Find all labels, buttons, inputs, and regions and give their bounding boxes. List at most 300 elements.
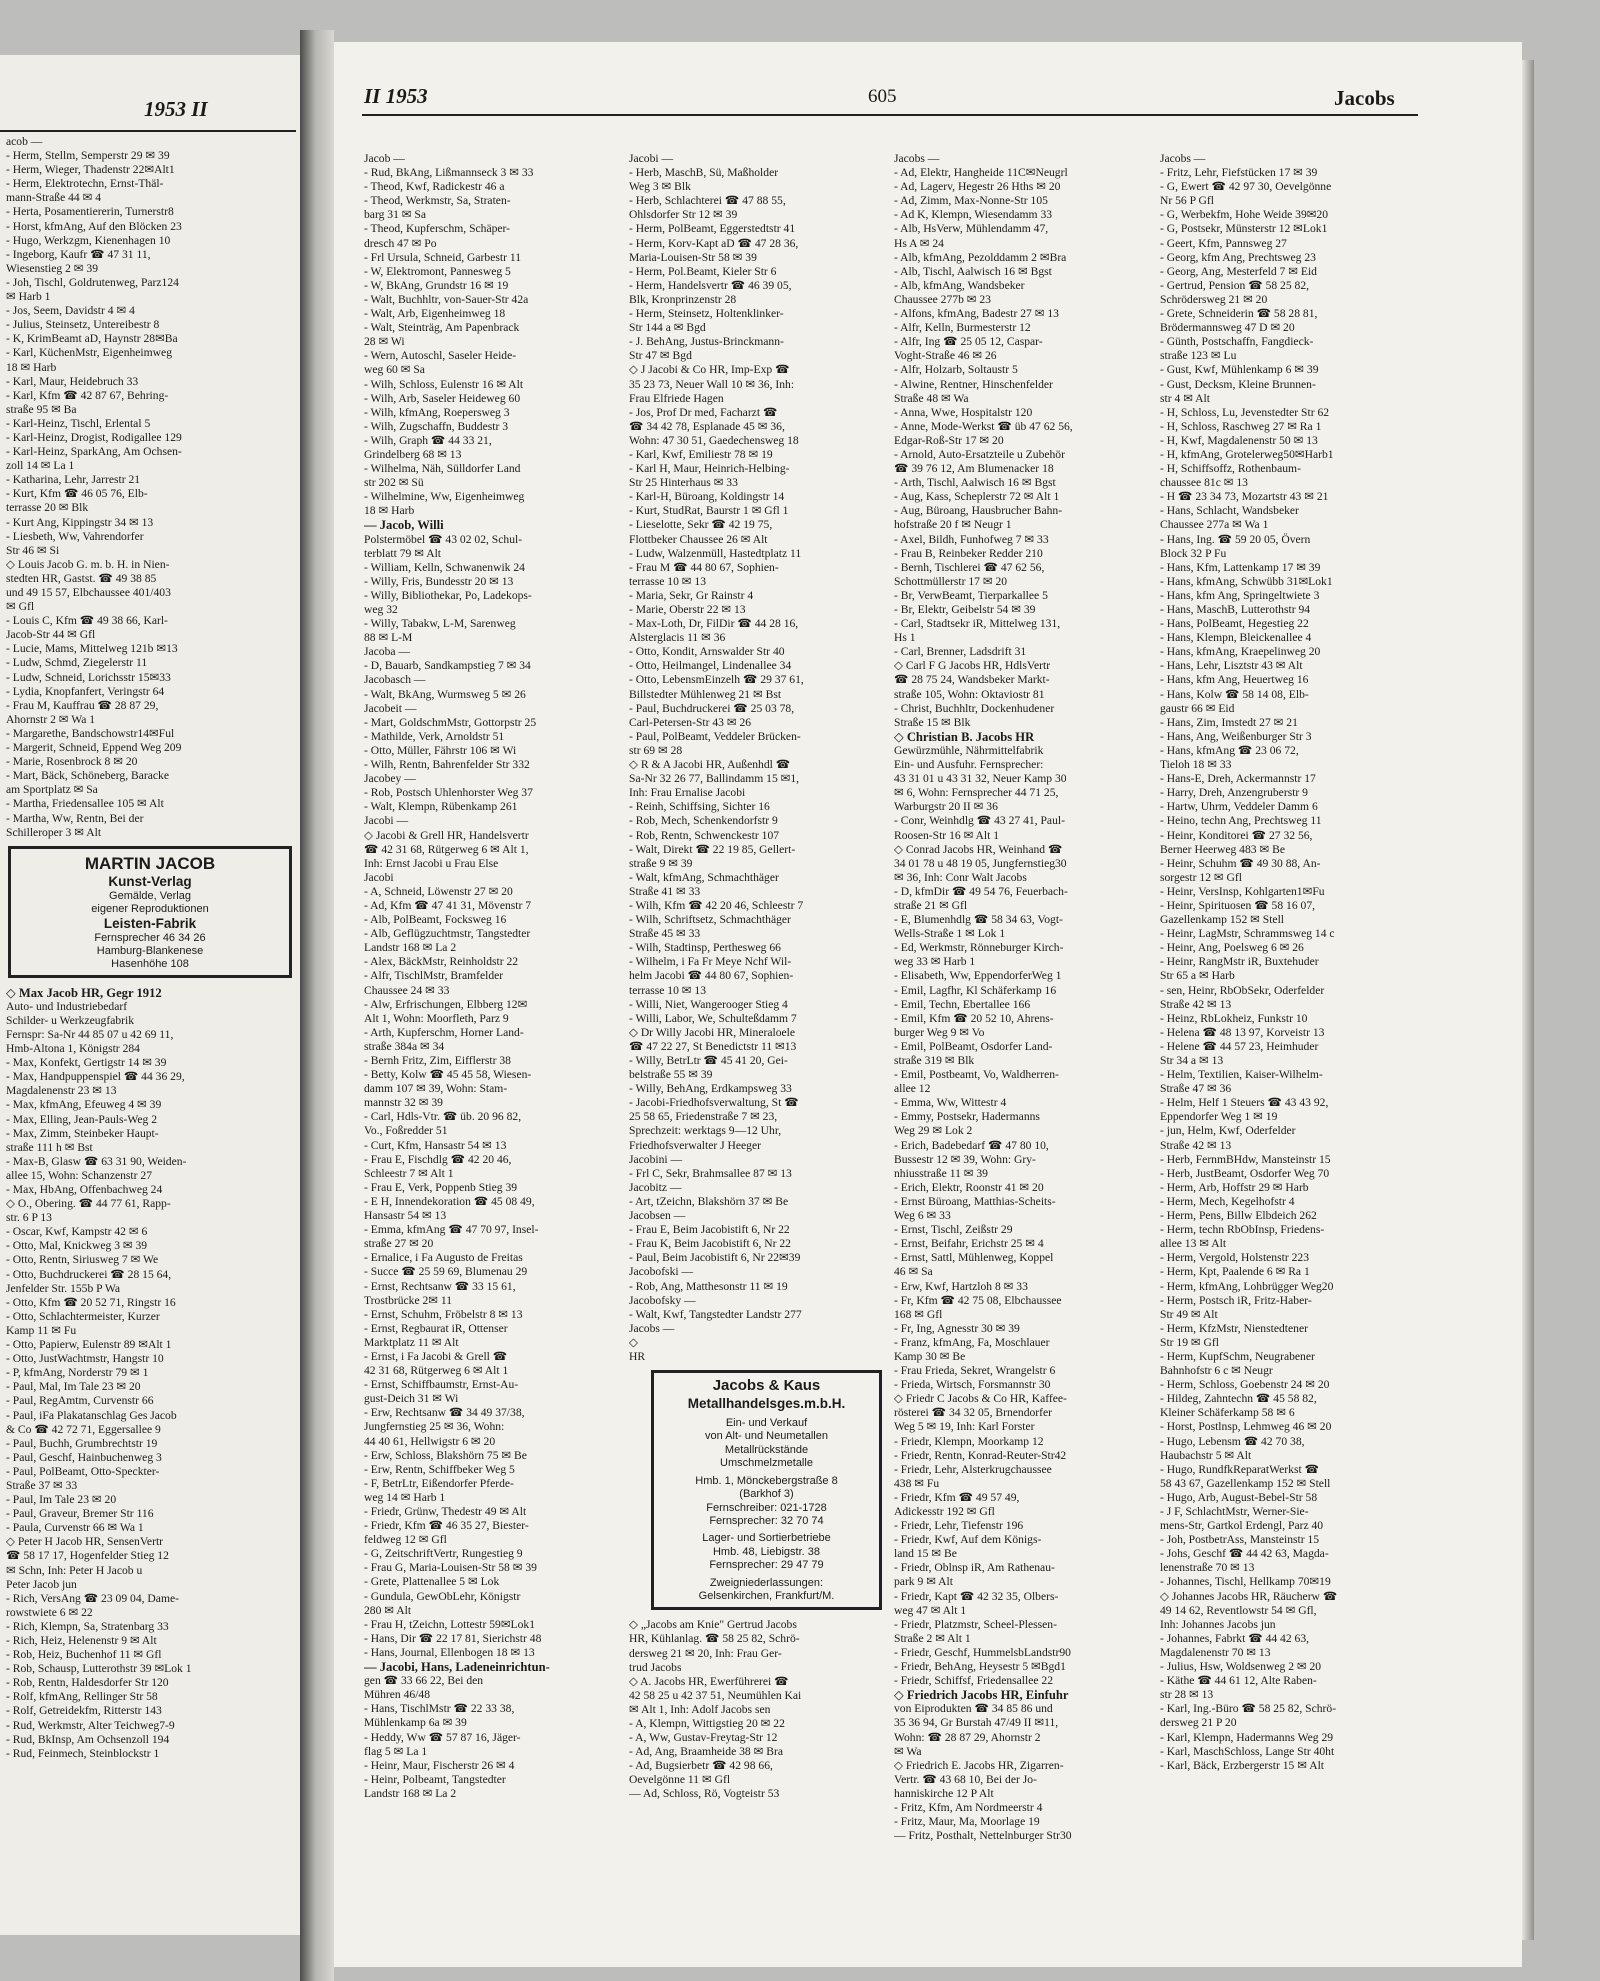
directory-entry-line: - Reinh, Schiffsing, Sichter 16	[629, 800, 770, 814]
directory-entry-line: Nr 56 P Gfl	[1160, 194, 1214, 208]
directory-entry-line: - Lucie, Mams, Mittelweg 121b ✉13	[6, 642, 178, 656]
directory-entry-line: - Ernst, i Fa Jacobi & Grell ☎	[364, 1349, 508, 1363]
ad-line: Umschmelzmetalle	[720, 1457, 813, 1470]
book-gutter	[300, 30, 334, 1981]
directory-entry-line: - Walt, Buchhltr, von-Sauer-Str 42a	[364, 292, 529, 306]
directory-entry-line: - Conr, Weinhdlg ☎ 43 27 41, Paul-	[894, 814, 1065, 828]
directory-entry-line: - G, Postsekr, Münsterstr 12 ✉Lok1	[1160, 222, 1328, 236]
directory-entry-line: - Friedr, Lehr, Tiefenstr 196	[894, 1519, 1024, 1533]
directory-entry-line: - Gertrud, Pension ☎ 58 25 82,	[1160, 278, 1310, 292]
directory-entry-line: - Walt, Steinträg, Am Papenbrack	[364, 321, 520, 335]
directory-entry-line: - Hans, kfm Ang, Springeltwiete 3	[1160, 588, 1320, 602]
ad-line: Hmb. 48, Liebigstr. 38	[712, 1545, 820, 1558]
directory-entry-line: rowstwiete 6 ✉ 22	[6, 1605, 93, 1619]
directory-entry-line: - Alex, BäckMstr, Reinholdstr 22	[364, 955, 519, 969]
directory-column-4	[1160, 152, 1420, 1773]
directory-entry-line: - Ernst, Tischl, Zeißstr 29	[894, 1223, 1013, 1237]
directory-entry-line: - Friedr, Geschf, HummelsbLandstr90	[894, 1645, 1071, 1659]
directory-entry-line: - Heinr, Schuhm ☎ 49 30 88, An-	[1160, 856, 1321, 870]
directory-entry-line: - Max, Handpuppenspiel ☎ 44 36 29,	[6, 1070, 185, 1084]
directory-entry-line: - Walt, Klempn, Rübenkamp 261	[364, 800, 518, 814]
directory-entry-line: 35 36 94, Gr Burstah 47/49 II ✉11,	[894, 1716, 1059, 1730]
directory-entry-line: - Rob, Rentn, Haldesdorfer Str 120	[6, 1676, 169, 1690]
directory-entry-line: - Theod, Werkmstr, Sa, Straten-	[364, 194, 511, 208]
directory-entry-line: Ohlsdorfer Str 12 ✉ 39	[629, 208, 738, 222]
directory-entry-line: ◇	[629, 1335, 638, 1349]
directory-entry-line: acob —	[6, 135, 43, 148]
directory-entry-line: - Mathilde, Verk, Arnoldstr 51	[364, 729, 505, 743]
ad-line: Lager- und Sortierbetriebe	[702, 1532, 831, 1545]
directory-entry-line: - William, Kelln, Schwanenwik 24	[364, 560, 525, 574]
directory-entry-line: - Fritz, Maur, Ma, Moorlage 19	[894, 1815, 1040, 1829]
directory-entry-line: - Ad, Zimm, Max-Nonne-Str 105	[894, 194, 1048, 208]
directory-entry-line: - Johannes, Tischl, Hellkamp 70✉19	[1160, 1575, 1331, 1589]
directory-entry-line: ✉ Alt 1, Inh: Adolf Jacobs sen	[629, 1702, 771, 1716]
directory-entry-line: - Helm, Helf 1 Steuers ☎ 43 43 92,	[1160, 1096, 1329, 1110]
directory-entry-line: - Friedr, Schiffsf, Friedensallee 22	[894, 1674, 1054, 1688]
directory-entry-line: - Joh, PostbetrAss, Mansteinstr 15	[1160, 1533, 1320, 1547]
directory-entry-line: ◇ Jacobi & Grell HR, Handelsvertr	[364, 828, 529, 842]
header-rule	[0, 130, 296, 132]
directory-entry-line: ☎ 28 75 24, Wandsbeker Markt-	[894, 673, 1050, 687]
directory-entry-line: - Herm, Mech, Kegelhofstr 4	[1160, 1194, 1295, 1208]
directory-entry-line: - Max, Zimm, Steinbeker Haupt-	[6, 1126, 159, 1140]
directory-entry-line: - Rob, Ang, Matthesonstr 11 ✉ 19	[629, 1279, 788, 1293]
directory-entry-line: - Ed, Werkmstr, Rönneburger Kirch-	[894, 941, 1064, 955]
directory-entry-line: - Friedr, BehAng, Heysestr 5 ✉Bgd1	[894, 1660, 1066, 1674]
directory-entry-line: Weg 5 ✉ 19, Inh: Karl Forster	[894, 1420, 1035, 1434]
directory-entry-line: weg 14 ✉ Harb 1	[364, 1490, 446, 1504]
directory-entry-line: str. 6 P 13	[6, 1211, 52, 1225]
directory-entry-line: - Karl, Kfm ☎ 42 87 67, Behring-	[6, 388, 169, 402]
directory-entry-line: Berner Heerweg 483 ✉ Be	[1160, 842, 1285, 856]
directory-entry-line: - Julius, Hsw, Woldsenweg 2 ✉ 20	[1160, 1660, 1322, 1674]
directory-entry-line: - Paul, Im Tale 23 ✉ 20	[6, 1493, 117, 1507]
directory-entry-line: gaustr 66 ✉ Eid	[1160, 701, 1235, 715]
directory-entry-line: Alsterglacis 11 ✉ 36	[629, 631, 726, 645]
directory-entry-line: hofstraße 20 f ✉ Neugr 1	[894, 518, 1012, 532]
directory-column-3	[894, 152, 1149, 1843]
directory-entry-line: - Heinr, LagMstr, Schrammsweg 14 c	[1160, 927, 1335, 941]
directory-entry-line: - Frau Frieda, Sekret, Wrangelstr 6	[894, 1364, 1056, 1378]
directory-entry-line: dresch 47 ✉ Po	[364, 236, 437, 250]
directory-entry-line: Jacoba —	[364, 645, 411, 659]
directory-entry-line: - Wilh, kfmAng, Roepersweg 3	[364, 405, 510, 419]
directory-entry-line: Kamp 30 ✉ Be	[894, 1349, 966, 1363]
directory-entry-line: straße 21 ✉ Gfl	[894, 898, 968, 912]
directory-entry-line: hanniskirche 12 P Alt	[894, 1786, 994, 1800]
directory-entry-line: - Helene ☎ 44 57 23, Heimhuder	[1160, 1039, 1319, 1053]
directory-entry-line: - Betty, Kolw ☎ 45 45 58, Wiesen-	[364, 1068, 532, 1082]
directory-entry-line: ◇ Conrad Jacobs HR, Weinhand ☎	[894, 842, 1063, 856]
directory-entry-line: - Friedr, Platzmstr, Scheel-Plessen-	[894, 1617, 1057, 1631]
directory-entry-line: Bussestr 12 ✉ 39, Wohn: Gry-	[894, 1152, 1036, 1166]
directory-entry-line: - Alfons, kfmAng, Badestr 27 ✉ 13	[894, 307, 1059, 321]
directory-entry-line: Magdalenenstr 23 ✉ 13	[6, 1084, 117, 1098]
directory-entry-line: Bahnhofstr 6 c ✉ Neugr	[1160, 1364, 1273, 1378]
directory-entry-line: Mühren 46/48	[364, 1688, 431, 1702]
directory-entry-line: - Frau E, Beim Jacobistift 6, Nr 22	[629, 1223, 790, 1237]
directory-entry-line: - Hans, Kolw ☎ 58 14 08, Elb-	[1160, 687, 1309, 701]
directory-entry-line: nhiusstraße 11 ✉ 39	[894, 1166, 988, 1180]
directory-entry-line: - Geert, Kfm, Pannsweg 27	[1160, 236, 1287, 250]
directory-entry-line: - Horst, Postlnsp, Lehmweg 46 ✉ 20	[1160, 1420, 1332, 1434]
directory-entry-line: - Hans, PolBeamt, Hegestieg 22	[1160, 617, 1309, 631]
directory-entry-line: - Carl, Hdls-Vtr. ☎ üb. 20 96 82,	[364, 1110, 522, 1124]
directory-entry-line: - Kurt, Kfm ☎ 46 05 76, Elb-	[6, 487, 148, 501]
directory-entry-line: - Emma, kfmAng ☎ 47 70 97, Insel-	[364, 1223, 539, 1237]
directory-entry-line: Trostbrücke 2✉ 11	[364, 1293, 453, 1307]
directory-entry-line: ✉ Schn, Inh: Peter H Jacob u	[6, 1563, 143, 1577]
directory-entry-line: Straße 41 ✉ 33	[629, 884, 701, 898]
directory-entry-line: Gazellenkamp 152 ✉ Stell	[1160, 913, 1285, 927]
directory-entry-line: Weg 29 ✉ Lok 2	[894, 1124, 973, 1138]
directory-entry-line: - Herm, Postsch iR, Fritz-Haber-	[1160, 1293, 1312, 1307]
directory-entry-line: - Alb, Geflügzuchtmstr, Tangstedter	[364, 927, 531, 941]
directory-entry-line: - Louis C, Kfm ☎ 49 38 66, Karl-	[6, 614, 168, 628]
directory-entry-line: - Ad, Bugsierbetr ☎ 42 98 66,	[629, 1759, 773, 1773]
directory-entry-line: - Herb, Schlachterei ☎ 47 88 55,	[629, 194, 786, 208]
directory-entry-line: rösterei ☎ 34 32 05, Brnendorfer	[894, 1406, 1053, 1420]
directory-entry-line: - Rich, Klempn, Sa, Stratenbarg 33	[6, 1619, 169, 1633]
directory-entry-line: ☎ 34 42 78, Esplanade 45 ✉ 36,	[629, 419, 785, 433]
directory-entry-line: 58 43 67, Gazellenkamp 152 ✉ Stell	[1160, 1476, 1331, 1490]
directory-entry-line: - Walt, BkAng, Wurmsweg 5 ✉ 26	[364, 687, 526, 701]
directory-entry-line: - H, kfmAng, Grotelerweg50✉Harb1	[1160, 447, 1334, 461]
directory-entry-line: - Emmy, Postsekr, Hadermanns	[894, 1110, 1040, 1124]
directory-entry-line: - Emma, Ww, Wittestr 4	[894, 1096, 1007, 1110]
directory-entry-line: - Wilh, Rentn, Bahrenfelder Str 332	[364, 758, 530, 772]
ad-line: Leisten-Fabrik	[103, 915, 197, 931]
directory-entry-line: - Oscar, Kwf, Kampstr 42 ✉ 6	[6, 1225, 148, 1239]
directory-entry-line: - Emil, PolBeamt, Osdorfer Land-	[894, 1039, 1053, 1053]
directory-entry-line: - Karl-Heinz, Drogist, Rodigallee 129	[6, 430, 182, 444]
directory-entry-line: - P, kfmAng, Norderstr 79 ✉ 1	[6, 1366, 149, 1380]
ad-line: Fernsprecher: 29 47 79	[709, 1559, 824, 1572]
directory-entry-line: - Rud, BkInsp, Am Ochsenzoll 194	[6, 1732, 170, 1746]
directory-entry-line: - Hartw, Uhrm, Veddeler Damm 6	[1160, 800, 1318, 814]
directory-entry-line: - Karl, Ing.-Büro ☎ 58 25 82, Schrö-	[1160, 1702, 1337, 1716]
directory-entry-line: land 15 ✉ Be	[894, 1547, 957, 1561]
directory-entry-line: 42 58 25 u 42 37 51, Neumühlen Kai	[629, 1688, 802, 1702]
directory-entry-line: - Br, Elektr, Geibelstr 54 ✉ 39	[894, 603, 1036, 616]
directory-entry-line: Sprechzeit: werktags 9—12 Uhr,	[629, 1124, 782, 1138]
directory-entry-line: - Rob, Heiz, Buchenhof 11 ✉ Gfl	[6, 1648, 162, 1662]
ad-line: MARTIN JACOB	[84, 853, 216, 873]
directory-entry-line: - Rolf, kfmAng, Rellinger Str 58	[6, 1690, 158, 1704]
directory-entry-line: Schottmüllerstr 17 ✉ 20	[894, 574, 1008, 588]
directory-entry-line: weg 33 ✉ Harb 1	[894, 955, 976, 969]
directory-entry-line: park 9 ✉ Alt	[894, 1575, 953, 1589]
directory-entry-line: Straße 47 ✉ 36	[1160, 1082, 1232, 1096]
directory-entry-line: - Karl, Klempn, Hadermanns Weg 29	[1160, 1730, 1334, 1744]
directory-entry-line: - Paul, Beim Jacobistift 6, Nr 22✉39	[629, 1251, 801, 1265]
directory-entry-line: - Herm, KupfSchm, Neugrabener	[1160, 1349, 1315, 1363]
directory-entry-line: - A, Schneid, Löwenstr 27 ✉ 20	[364, 884, 513, 898]
directory-entry-line: - Max, HbAng, Offenbachweg 24	[6, 1183, 163, 1196]
directory-entry-line: Str 19 ✉ Gfl	[1160, 1335, 1219, 1349]
directory-entry-line: - sen, Heinr, RbObSekr, Oderfelder	[1160, 983, 1325, 997]
directory-entry-line: - Grete, Schneiderin ☎ 58 28 81,	[1160, 307, 1318, 321]
directory-entry-line: - Erw, Schloss, Blakshörn 75 ✉ Be	[364, 1448, 527, 1462]
directory-entry-line: weg 47 ✉ Alt 1	[894, 1603, 967, 1617]
directory-entry-line: - Walt, Direkt ☎ 22 19 85, Gellert-	[629, 842, 796, 856]
directory-entry-line: - Wilhelmine, Ww, Eigenheimweg	[364, 490, 525, 504]
directory-entry-line: - Ingeborg, Kaufr ☎ 47 31 11,	[6, 247, 151, 261]
directory-entry-line: - Wilh, Zugschaffn, Buddestr 3	[364, 419, 509, 433]
directory-entry-line: - Ad, Kfm ☎ 47 41 31, Mövenstr 7	[364, 898, 532, 912]
ad-line: von Alt- und Neumetallen	[705, 1430, 828, 1443]
directory-entry-line: - Walt, Kwf, Tangstedter Landstr 277	[629, 1307, 802, 1321]
directory-entry-line: - Harry, Dreh, Anzengruberstr 9	[1160, 786, 1308, 800]
max-jacob-entry-lines	[6, 1000, 294, 1056]
directory-entry-line: - Hans, Dir ☎ 22 17 81, Sierichstr 48	[364, 1631, 542, 1645]
directory-entry-line: - W, BkAng, Grundstr 16 ✉ 19	[364, 278, 509, 292]
page-edge	[1522, 60, 1534, 1940]
directory-entry-line: - Heinr, RangMstr iR, Buxtehuder	[1160, 955, 1319, 969]
directory-entry-line: - Marie, Oberstr 22 ✉ 13	[629, 603, 746, 616]
directory-entry-line: - Ernalice, i Fa Augusto de Freitas	[364, 1251, 523, 1265]
directory-entry-line: - Karl, KüchenMstr, Eigenheimweg	[6, 346, 172, 360]
directory-entry-line: - Herm, techn RbObInsp, Friedens-	[1160, 1223, 1325, 1237]
directory-entry-line: - W, Elektromont, Pannesweg 5	[364, 264, 511, 278]
directory-entry-line: - Friedr, Kwf, Auf dem Königs-	[894, 1533, 1042, 1547]
ad-line: Ein- und Verkauf	[725, 1417, 808, 1430]
directory-entry-line: ✉ Harb 1	[6, 290, 51, 304]
directory-column-2-entries	[629, 152, 884, 1364]
ad-line: Kunst-Verlag	[108, 873, 192, 889]
directory-entry-line: 18 ✉ Harb	[364, 504, 415, 518]
directory-entry-line: - Otto, Heilmangel, Lindenallee 34	[629, 659, 792, 673]
directory-entry-line: terrasse 20 ✉ Blk	[6, 501, 89, 515]
directory-entry-line: - Art, tZeichn, Blakshörn 37 ✉ Be	[629, 1194, 789, 1208]
directory-entry-line: - Aug, Büroang, Hausbrucher Bahn-	[894, 504, 1063, 518]
directory-entry-line: Straße 37 ✉ 33	[6, 1478, 78, 1492]
directory-entry-line: - Karl-H, Büroang, Koldingstr 14	[629, 490, 785, 504]
directory-entry-line: - Walt, Arb, Eigenheimweg 18	[364, 307, 506, 321]
directory-entry-line: - Fritz, Lehr, Fiefstücken 17 ✉ 39	[1160, 166, 1318, 180]
directory-entry-line: - Alfr, Ing ☎ 25 05 12, Caspar-	[894, 335, 1043, 349]
directory-entry-line: 438 ✉ Fu	[894, 1476, 940, 1490]
directory-entry-line: - Ernst, Regbaurat iR, Ottenser	[364, 1321, 508, 1335]
directory-entry-line: Gewürzmühle, Nährmittelfabrik	[894, 743, 1044, 757]
directory-entry-line: - Otto, Buchdruckerei ☎ 28 15 64,	[6, 1267, 172, 1281]
directory-entry-line: Jacobsen —	[629, 1209, 686, 1223]
directory-entry-line: am Sportplatz ✉ Sa	[6, 783, 98, 797]
directory-entry-line: - Wilh, Arb, Saseler Heideweg 60	[364, 391, 521, 405]
directory-entry-line: Weg 6 ✉ 33	[894, 1209, 951, 1223]
directory-entry-line: - Hans, Klempn, Bleickenallee 4	[1160, 631, 1312, 645]
directory-entry-line: - Heinr, Ang, Poelsweg 6 ✉ 26	[1160, 941, 1304, 955]
ad-line: Metallhandelsges.m.b.H.	[687, 1396, 846, 1412]
directory-entry-line: Straße 45 ✉ 33	[629, 927, 701, 941]
directory-entry-line: - Friedr, Kapt ☎ 42 32 35, Olbers-	[894, 1589, 1059, 1603]
directory-entry-line: Marktplatz 11 ✉ Alt	[364, 1335, 459, 1349]
directory-entry-line: Straße 2 ✉ Alt 1	[894, 1631, 971, 1645]
directory-entry-line: - Heino, techn Ang, Prechtsweg 11	[1160, 814, 1322, 828]
directory-entry-line: - Herm, kfmAng, Lohbrügger Weg20	[1160, 1279, 1334, 1293]
directory-entry-line: - Margerit, Schneid, Eppend Weg 209	[6, 741, 182, 755]
directory-entry-line: flag 5 ✉ La 1	[364, 1744, 428, 1758]
directory-column-2	[629, 152, 884, 1802]
directory-entry-line: Jacobs —	[1160, 152, 1206, 165]
directory-entry-line: straße 123 ✉ Lu	[1160, 349, 1237, 363]
directory-entry-line: Billstedter Mühlenweg 21 ✉ Bst	[629, 687, 782, 701]
directory-entry-line: - Hans, kfmAng, Kraepelinweg 20	[1160, 645, 1321, 659]
directory-entry-line: - Karl, Bäck, Erzbergerstr 15 ✉ Alt	[1160, 1758, 1325, 1772]
directory-entry-line: - Alb, Tischl, Aalwisch 16 ✉ Bgst	[894, 264, 1052, 278]
directory-entry-line: Oevelgönne 11 ✉ Gfl	[629, 1773, 731, 1787]
directory-entry-line: - Lieselotte, Sekr ☎ 42 19 75,	[629, 518, 773, 532]
directory-entry-line: - Martha, Ww, Rentn, Bei der	[6, 811, 144, 825]
directory-entry-line: - Alb, kfmAng, Wandsbeker	[894, 278, 1025, 292]
directory-entry-line: - Hans, Schlacht, Wandsbeker	[1160, 504, 1299, 518]
directory-entry-line: str 28 ✉ 13	[1160, 1688, 1214, 1702]
directory-entry-line: ☎ 47 22 27, St Benedictstr 11 ✉13	[629, 1039, 797, 1053]
directory-entry-line: - Herm, Steinsetz, Holtenklinker-	[629, 307, 784, 321]
directory-entry-line: 43 31 01 u 43 31 32, Neuer Kamp 30	[894, 772, 1067, 786]
directory-entry-line: 25 58 65, Friedenstraße 7 ✉ 23,	[629, 1110, 778, 1124]
directory-entry-line: Tieloh 18 ✉ 33	[1160, 758, 1232, 772]
directory-entry-line: - Axel, Bildh, Funhofweg 7 ✉ 33	[894, 532, 1049, 546]
directory-entry-line: ◇ Peter H Jacob HR, SensenVertr	[6, 1535, 164, 1549]
directory-entry-line: - Jos, Prof Dr med, Facharzt ☎	[629, 405, 778, 419]
directory-entry-line: - Herm, Kpt, Paalende 6 ✉ Ra 1	[1160, 1265, 1310, 1279]
directory-entry-line: - Friedr, Lehr, Alsterkrugchaussee	[894, 1462, 1052, 1476]
left-column-entries-top	[6, 135, 294, 840]
directory-entry-line: - Heinr, Konditorei ☎ 27 32 56,	[1160, 828, 1313, 842]
directory-entry-line: - Jacobi-Friedhofsverwaltung, St ☎	[629, 1096, 799, 1110]
directory-entry-line: - Karl, MaschSchloss, Lange Str 40ht	[1160, 1744, 1335, 1758]
directory-entry-line: allee 12	[894, 1082, 931, 1096]
directory-entry-line: Polstermöbel ☎ 43 02 02, Schul-	[364, 532, 523, 546]
directory-entry-line: - Otto, Mal, Knickweg 3 ✉ 39	[6, 1239, 148, 1253]
directory-entry-line: & Co ☎ 42 72 71, Eggersallee 9	[6, 1422, 161, 1436]
directory-entry-line: - Arth, Tischl, Aalwisch 16 ✉ Bgst	[894, 476, 1056, 490]
directory-entry-line: - Hans-E, Dreh, Ackermannstr 17	[1160, 772, 1316, 786]
directory-entry-line: ◇ R & A Jacobi HR, Außenhdl ☎	[629, 758, 791, 772]
ad-line: Jacobs & Kaus	[712, 1377, 821, 1395]
directory-entry-line: ◇ O., Obering. ☎ 44 77 61, Rapp-	[6, 1197, 171, 1211]
directory-entry-line: - Alwine, Rentner, Hinschenfelder	[894, 377, 1053, 391]
directory-entry-line: Warburgstr 20 II ✉ 36	[894, 800, 998, 814]
directory-entry-line: - Arnold, Auto-Ersatzteile u Zubehör	[894, 447, 1065, 461]
directory-entry-line: trud Jacobs	[629, 1660, 682, 1674]
directory-entry-line: - Heinz, RbLokheiz, Funkstr 10	[1160, 1011, 1308, 1025]
directory-entry-line: - Franz, kfmAng, Fa, Moschlauer	[894, 1335, 1050, 1349]
directory-entry-line: straße 27 ✉ 20	[364, 1237, 434, 1251]
directory-entry-line: Hs A ✉ 24	[894, 236, 944, 250]
directory-entry-line: Str 65 a ✉ Harb	[1160, 969, 1235, 983]
directory-entry-line: ◇ Dr Willy Jacobi HR, Mineraloele	[629, 1025, 796, 1039]
directory-entry-line: Eppendorfer Weg 1 ✉ 19	[1160, 1110, 1278, 1124]
directory-entry-line: terrasse 10 ✉ 13	[629, 574, 707, 588]
directory-entry-line: ◇ Louis Jacob G. m. b. H. in Nien-	[6, 557, 170, 571]
directory-entry-line: mann-Straße 44 ✉ 4	[6, 191, 102, 205]
jacobs-kaus-advertisement	[651, 1370, 882, 1610]
directory-entry-line: Inh: Frau Ernalise Jacobi	[629, 786, 746, 800]
directory-entry-line: str 202 ✉ Sü	[364, 476, 424, 490]
directory-entry-line: - Rob, Mech, Schenkendorfstr 9	[629, 814, 778, 828]
directory-entry-line: Fernspr: Sa-Nr 44 85 07 u 42 69 11,	[6, 1027, 174, 1041]
directory-entry-line: Adickesstr 192 ✉ Gfl	[894, 1505, 995, 1518]
ad-line: Fernsprecher 46 34 26	[94, 931, 206, 944]
directory-entry-line: - A, Ww, Gustav-Freytag-Str 12	[629, 1731, 778, 1745]
directory-entry-line: damm 107 ✉ 39, Wohn: Stam-	[364, 1082, 508, 1096]
directory-entry-line: - Friedr, Oblnsp iR, Am Rathenau-	[894, 1561, 1055, 1575]
directory-entry-line: und 49 15 57, Elbchaussee 401/403	[6, 586, 171, 599]
directory-entry-line: - Hans, kfmAng, Schwübb 31✉Lok1	[1160, 574, 1333, 588]
directory-entry-line: - Margarethe, Bandschowstr14✉Ful	[6, 726, 175, 740]
directory-entry-line: str 4 ✉ Alt	[1160, 391, 1210, 405]
directory-entry-line: — Fritz, Posthalt, Nettelnburger Str30	[894, 1829, 1072, 1843]
directory-entry-line: helm Jacobi ☎ 44 80 67, Sophien-	[629, 969, 794, 983]
directory-entry-line: - Herb, FernmBHdw, Mansteinstr 15	[1160, 1152, 1331, 1166]
directory-entry-line: - Hans, Lehr, Lisztstr 43 ✉ Alt	[1160, 659, 1303, 673]
directory-entry-line: 34 01 78 u 48 19 05, Jungfernstieg30	[894, 856, 1067, 870]
directory-entry-line: - Hans, Ang, Weißenburger Str 3	[1160, 729, 1312, 743]
directory-entry-line: 28 ✉ Wi	[364, 335, 405, 349]
directory-entry-line: - Herb, MaschB, Sü, Maßholder	[629, 166, 779, 180]
ad-line: Fernschreiber: 021-1728	[706, 1501, 827, 1514]
directory-entry-line: Jenfelder Str. 155b P Wa	[6, 1281, 121, 1295]
directory-entry-line: ✉ Wa	[894, 1744, 922, 1758]
directory-entry-line: - Bernh Fritz, Zim, Eifflerstr 38	[364, 1054, 511, 1067]
directory-entry-line: - jun, Helm, Kwf, Oderfelder	[1160, 1124, 1296, 1138]
directory-entry-line: Weg 3 ✉ Blk	[629, 180, 691, 194]
directory-entry-line: 35 23 73, Neuer Wall 10 ✉ 36, Inh:	[629, 377, 795, 391]
directory-entry-line: Haubachstr 5 ✉ Alt	[1160, 1448, 1252, 1462]
directory-entry-line: Schleestr 7 ✉ Alt 1	[364, 1166, 454, 1180]
directory-entry-line: - Horst, kfmAng, Auf den Blöcken 23	[6, 219, 182, 233]
directory-entry-line: - Julius, Steinsetz, Untereibestr 8	[6, 318, 160, 332]
directory-entry-line: Str 49 ✉ Alt	[1160, 1307, 1218, 1321]
directory-entry-line: - Frl C, Sekr, Brahmsallee 87 ✉ 13	[629, 1166, 792, 1180]
directory-entry-line: - Günth, Postschaffn, Fangdieck-	[1160, 335, 1314, 349]
directory-entry-line: - H, Schiffsoffz, Rothenbaum-	[1160, 462, 1301, 476]
directory-entry-line: - Rob, Schausp, Lutterothstr 39 ✉Lok 1	[6, 1662, 192, 1676]
directory-entry-line: Friedhofsverwalter J Heeger	[629, 1138, 761, 1152]
directory-entry-line: ◇ Johannes Jacobs HR, Räucherw ☎	[1160, 1589, 1338, 1603]
directory-entry-line: allee 15, Wohn: Schanzenstr 27	[6, 1168, 152, 1182]
directory-entry-line: ☎ 42 31 68, Rütgerweg 6 ✉ Alt 1,	[364, 842, 529, 856]
directory-entry-line: - Willy, Tabakw, L-M, Sarenweg	[364, 617, 516, 631]
directory-entry-line: - Wilh, Kfm ☎ 42 20 46, Schleestr 7	[629, 898, 804, 912]
directory-entry-line: Chaussee 24 ✉ 33	[364, 983, 450, 997]
directory-entry-line: von Eiprodukten ☎ 34 85 86 und	[894, 1702, 1053, 1716]
directory-entry-line: 42 31 68, Rütgerweg 6 ✉ Alt 1	[364, 1364, 509, 1378]
directory-entry-line: ◇ Friedr C Jacobs & Co HR, Kaffee-	[894, 1392, 1067, 1406]
directory-entry-line: - Arth, Kupferschm, Horner Land-	[364, 1025, 524, 1039]
directory-entry-line: - Rud, Werkmstr, Alter Teichweg7-9	[6, 1718, 175, 1732]
directory-entry-line: - Kurt, StudRat, Baurstr 1 ✉ Gfl 1	[629, 504, 789, 518]
ad-line: Metallrückstände	[724, 1443, 809, 1456]
directory-entry-line: ◇ J Jacobi & Co HR, Imp-Exp ☎	[629, 363, 790, 377]
directory-entry-line: - Willi, Niet, Wangerooger Stieg 4	[629, 997, 788, 1011]
directory-entry-line: - Willy, Fris, Bundesstr 20 ✉ 13	[364, 574, 514, 588]
directory-entry-line: - F, BetrLtr, Eißendorfer Pferde-	[364, 1476, 514, 1490]
directory-entry-line: - Johannes, Fabrkt ☎ 44 42 63,	[1160, 1631, 1310, 1645]
directory-entry-line: - Frau G, Maria-Louisen-Str 58 ✉ 39	[364, 1561, 537, 1575]
directory-entry-line: - Heinr, Spirituosen ☎ 58 16 07,	[1160, 898, 1316, 912]
directory-entry-line: - Carl, Stadtsekr iR, Mittelweg 131,	[894, 617, 1061, 631]
directory-entry-line: ◇ „Jacobs am Knie" Gertrud Jacobs	[629, 1618, 797, 1632]
directory-entry-line: - Heinr, Polbeamt, Tangstedter	[364, 1772, 506, 1786]
directory-entry-line: - Martha, Friedensallee 105 ✉ Alt	[6, 797, 164, 811]
directory-entry-line: gen ☎ 33 66 22, Bei den	[364, 1674, 484, 1688]
directory-entry-line: - Theod, Kwf, Radickestr 46 a	[364, 180, 505, 194]
directory-entry-line: Edgar-Roß-Str 17 ✉ 20	[894, 433, 1004, 447]
